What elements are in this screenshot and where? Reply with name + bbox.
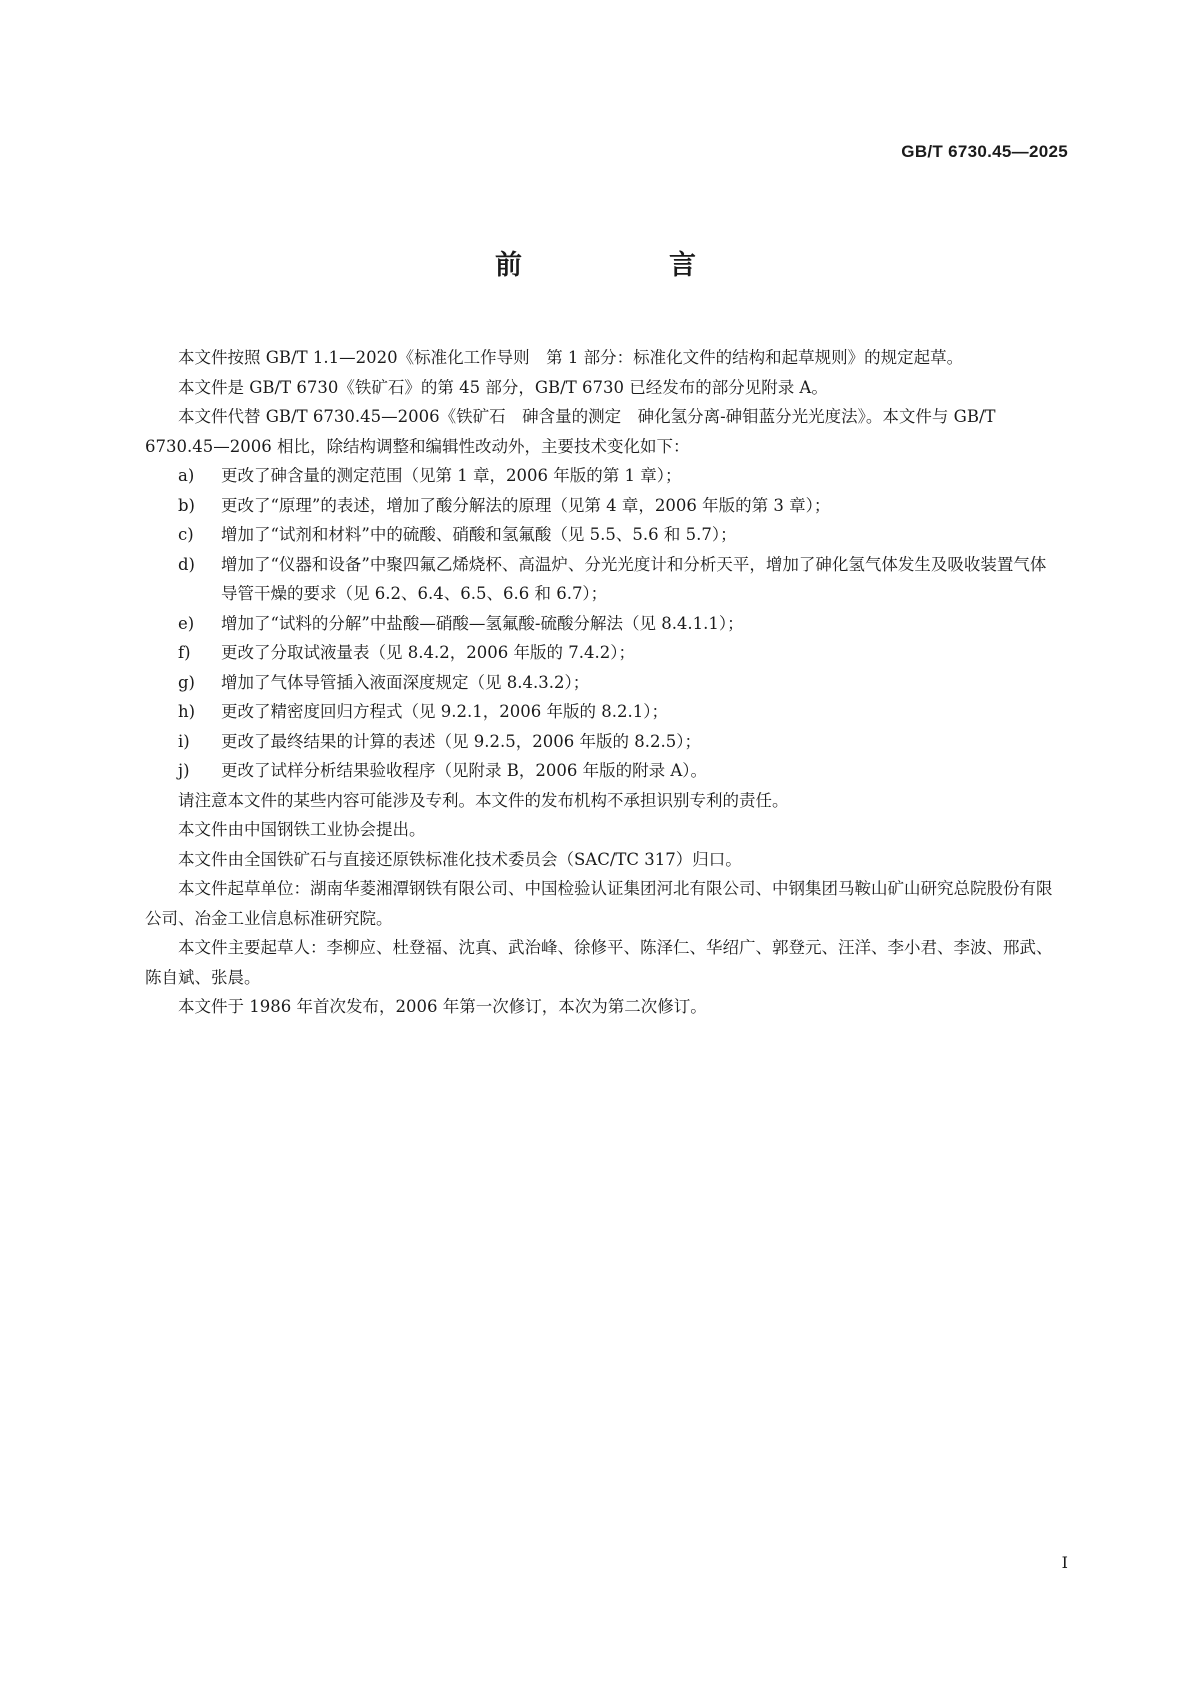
change-item-text: 增加了“试料的分解”中盐酸—硝酸—氢氟酸-硫酸分解法（见 8.4.1.1）； (221, 613, 744, 633)
paragraph-replaces: 本文件代替 GB/T 6730.45—2006《铁矿石 砷含量的测定 砷化氢分离-砷钼蓝分光光度法》。本文件与 GB/T 6730.45—2006 相比，除结构调整和编辑性改动外，主要技术变化如下： (145, 407, 996, 456)
change-item-label: f) (178, 643, 191, 662)
change-item-text: 更改了砷含量的测定范围（见第 1 章，2006 年版的第 1 章）； (221, 466, 682, 485)
change-item-text: 更改了精密度回归方程式（见 9.2.1，2006 年版的 8.2.1）； (221, 702, 668, 721)
paragraph-drafters: 本文件主要起草人：李柳应、杜登福、沈真、武治峰、徐修平、陈泽仁、华绍广、郭登元、汪洋、李小君、李波、邢武、陈自斌、张晨。 (145, 938, 1053, 987)
change-item-label: j) (178, 761, 190, 780)
change-item-i (145, 727, 1062, 757)
paragraph-proposed-by: 本文件由中国钢铁工业协会提出。 (178, 820, 426, 839)
change-item-text: 增加了“试剂和材料”中的硫酸、硝酸和氢氟酸（见 5.5、5.6 和 5.7）； (221, 525, 737, 544)
change-item-text: 增加了气体导管插入液面深度规定（见 8.4.3.2）； (221, 672, 590, 692)
change-item-text: 更改了试样分析结果验收程序（见附录 B，2006 年版的附录 A）。 (221, 761, 708, 780)
change-item-c (145, 520, 1062, 550)
page-title: 前 言 (495, 250, 756, 281)
page-number: I (1061, 1553, 1068, 1572)
change-item-label: g) (178, 672, 195, 692)
paragraph-patent-notice: 请注意本文件的某些内容可能涉及专利。本文件的发布机构不承担识别专利的责任。 (178, 790, 789, 810)
change-item-e (145, 609, 1062, 639)
change-item-d (145, 550, 1062, 609)
change-item-g (145, 668, 1062, 698)
change-item-label: e) (178, 613, 195, 633)
foreword-body (145, 343, 1062, 1022)
change-item-label: d) (178, 554, 195, 574)
change-item-label: h) (178, 702, 196, 721)
change-item-b (145, 491, 1062, 521)
paragraph-centralized-by: 本文件由全国铁矿石与直接还原铁标准化技术委员会（SAC/TC 317）归口。 (178, 849, 742, 869)
change-item-text: 更改了“原理”的表述，增加了酸分解法的原理（见第 4 章，2006 年版的第 3 章）； (221, 495, 831, 515)
change-item-label: i) (178, 731, 190, 751)
change-item-label: a) (178, 466, 195, 485)
paragraph-drafting-units: 本文件起草单位：湖南华菱湘潭钢铁有限公司、中国检验认证集团河北有限公司、中钢集团马鞍山矿山研究总院股份有限公司、冶金工业信息标准研究院。 (145, 879, 1053, 928)
change-item-f (145, 638, 1062, 668)
change-item-label: b) (178, 495, 195, 515)
paragraph-history: 本文件于 1986 年首次发布，2006 年第一次修订，本次为第二次修订。 (178, 997, 707, 1016)
paragraph-drafting-rules: 本文件按照 GB/T 1.1—2020《标准化工作导则 第 1 部分：标准化文件的结构和起草规则》的规定起草。 (178, 348, 964, 367)
change-item-text: 增加了“仪器和设备”中聚四氟乙烯烧杯、高温炉、分光光度计和分析天平，增加了砷化氢气体发生及吸收装置气体导管干燥的要求（见 6.2、6.4、6.5、6.6 和 6.7）； (221, 554, 1047, 603)
standard-code: GB/T 6730.45—2025 (901, 142, 1068, 161)
change-item-text: 更改了最终结果的计算的表述（见 9.2.5，2006 年版的 8.2.5）； (221, 731, 701, 751)
change-item-h (145, 697, 1062, 727)
change-item-a (145, 461, 1062, 491)
change-item-j (145, 756, 1062, 786)
paragraph-part-info: 本文件是 GB/T 6730《铁矿石》的第 45 部分，GB/T 6730 已经发布的部分见附录 A。 (178, 377, 828, 397)
change-item-label: c) (178, 525, 194, 544)
change-item-text: 更改了分取试液量表（见 8.4.2，2006 年版的 7.4.2）； (221, 643, 635, 662)
